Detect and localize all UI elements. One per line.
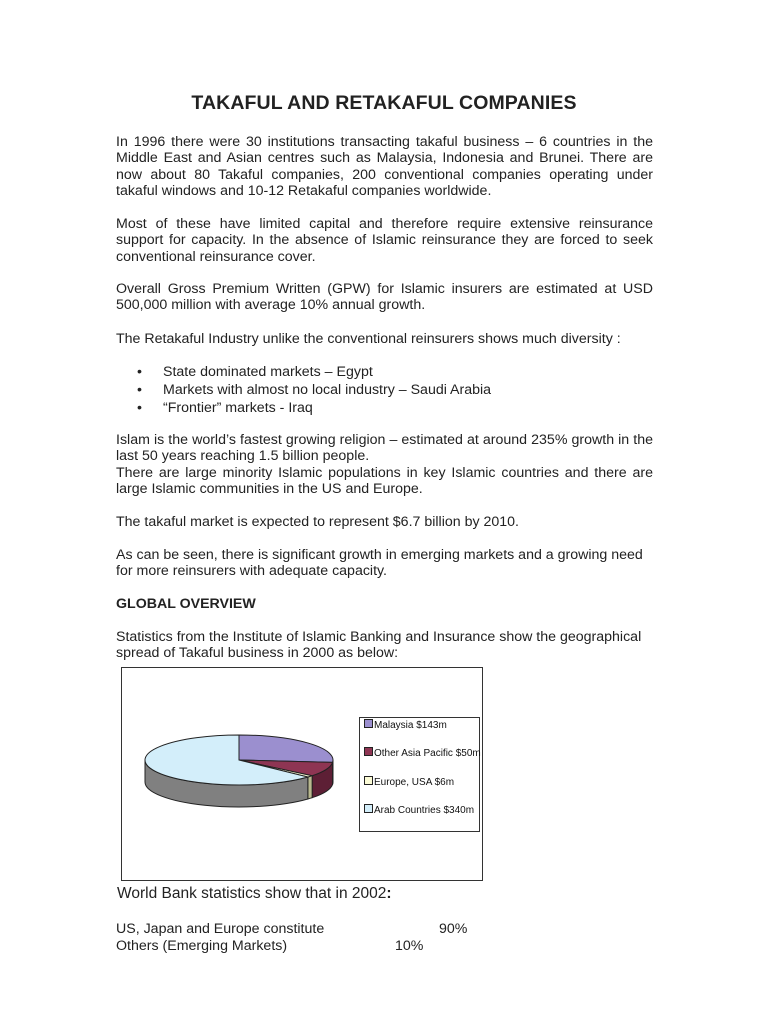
list-item: • “Frontier” markets - Iraq [137,399,491,417]
pie-slice-malaysia [239,735,333,762]
stat-label-emerging: Others (Emerging Markets) [116,938,288,954]
stat-label-developed: US, Japan and Europe constitute [116,921,325,937]
stat-value-developed: 90% [439,921,468,937]
stat-value-emerging: 10% [395,938,424,954]
legend-swatch-other-asia-pacific [364,747,373,756]
legend-label-other-asia-pacific: Other Asia Pacific $50m [374,748,481,759]
paragraph-takaful-history: In 1996 there were 30 institutions transacting takaful business – 6 countries in the Middle East and Asian centres such as Malaysia, Indonesia and Brunei. There are now about 80 Takaful companies, 200 conventional companies operating under takaful windows and 10-12 Retakaful companies worldwide. [116,134,653,200]
paragraph-retakaful-diversity: The Retakaful Industry unlike the conventional reinsurers shows much diversity : [116,331,621,347]
legend-swatch-arab-countries [364,804,373,813]
paragraph-statistics-intro: Statistics from the Institute of Islamic Banking and Insurance show the geographical spread of Takaful business in 2000 as below: [116,629,642,662]
list-item: • Markets with almost no local industry – Saudi Arabia [137,381,491,399]
legend-label-malaysia: Malaysia $143m [374,720,447,731]
takaful-pie-chart [121,667,483,881]
legend-label-europe-usa: Europe, USA $6m [374,777,455,788]
legend-swatch-malaysia [364,719,373,728]
legend-item-other-asia-pacific [364,747,487,760]
legend-label-arab-countries: Arab Countries $340m [374,805,475,816]
pie-side-europe-usa [308,776,312,799]
paragraph-gpw: Overall Gross Premium Written (GPW) for Islamic insurers are estimated at USD 500,000 million with average 10% annual growth. [116,281,653,314]
legend-swatch-europe-usa [364,776,373,785]
section-heading-global-overview: GLOBAL OVERVIEW [116,596,256,612]
paragraph-islam-growth: Islam is the world’s fastest growing religion – estimated at around 235% growth in the last 50 years reaching 1.5 billion people. [116,432,653,465]
paragraph-limited-capital: Most of these have limited capital and therefore require extensive reinsurance support for capacity. In the absence of Islamic reinsurance they are forced to seek conventional reinsurance cover. [116,216,653,265]
paragraph-islamic-populations: There are large minority Islamic populations in key Islamic countries and there are large Islamic communities in the US and Europe. [116,465,653,498]
diversity-bullet-list [137,363,491,418]
paragraph-takaful-market: The takaful market is expected to represent $6.7 billion by 2010. [116,514,519,530]
world-bank-intro [117,885,392,903]
legend-item-arab-countries [364,804,476,817]
list-item: • State dominated markets – Egypt [137,363,491,381]
chart-legend [359,717,480,832]
legend-item-malaysia [364,719,476,732]
world-bank-intro-colon: : [386,885,392,902]
page-title: TAKAFUL AND RETAKAFUL COMPANIES [191,92,577,114]
legend-item-europe-usa [364,776,476,789]
paragraph-emerging-markets: As can be seen, there is significant growth in emerging markets and a growing need for more reinsurers with adequate capacity. [116,547,643,580]
world-bank-intro-text: World Bank statistics show that in 2002 [117,885,387,902]
